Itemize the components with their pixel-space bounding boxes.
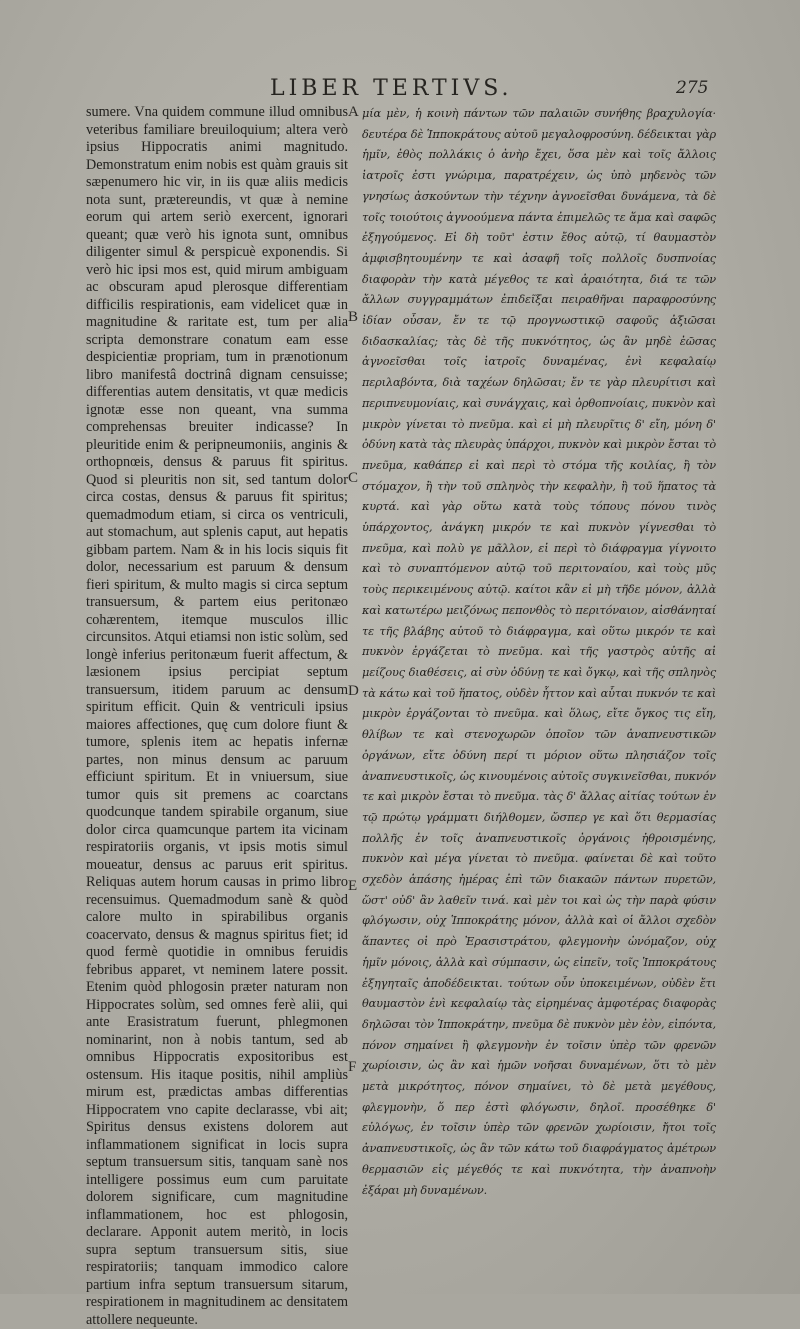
- margin-letter-b: B: [348, 309, 359, 325]
- latin-text-column: [86, 104, 348, 1329]
- margin-letter-e: E: [348, 878, 358, 894]
- margin-letter-c: C: [348, 470, 359, 486]
- margin-letter-f: F: [348, 1059, 357, 1075]
- running-title: LIBER TERTIVS.: [270, 76, 513, 101]
- margin-letter-a: A: [348, 104, 359, 120]
- running-header: [0, 72, 800, 108]
- page-number: 275: [676, 78, 709, 98]
- greek-paragraph: μία μὲν, ἡ κοινὴ πάντων τῶν παλαιῶν συνήθης βραχυλογία· δευτέρα δὲ Ἱπποκράτους αὐτοῦ μεγαλοφροσύνη. δέδεικται γὰρ ἡμῖν, ἐθὸς πολλάκις ὁ ἀνὴρ ἔχει, ὅσα μὲν καὶ τοῖς ἄλλοις ἰατροῖς ἐστι γνώριμα, παρατρέχειν, ὡς ὑπὸ μηδενὸς τῶν γνησίως ἀσκούντων τὴν τέχνην ἀγνοεῖσθαι δυνάμενα, τὰ δὲ τοῖς τοιούτοις ἀγνοούμενα πάντα ἐπιμελῶς τε ἅμα καὶ σαφῶς ἐξηγούμενος. Εἰ δὴ τοῦτ' ἐστιν ἔθος αὐτῷ, τί θαυμαστὸν ἀμφισβητουμένην τε καὶ ἀσαφῆ τοῖς πολλοῖς δυσπνοίας διαφορὰν τὴν κατὰ μέγεθος τε καὶ ἀραιότητα, διά τε τῶν ἄλλων συγγραμμάτων ἐπιδεῖξαι πειραθῆναι παραφροσύνης ἰδίαν οὖσαν, ἔν τε τῷ προγνωστικῷ σαφοῦς ἀξιῶσαι διδασκαλίας; τὰς δὲ τῆς πυκνότητος, ὡς ἂν μηδὲ ἐῶσας ἀγνοεῖσθαι τοῖς ἰατροῖς δυναμένας, ἐνὶ κεφαλαίῳ περιλαβόντα, διὰ ταχέων δηλῶσαι; ἔν τε γὰρ πλευρίτισι καὶ περιπνευμονίαις, καὶ συνάγχαις, καὶ ὀρθοπνοίαις, πυκνὸν καὶ μικρὸν γίνεται τὸ πνεῦμα. καὶ εἰ μὴ πλευρῖτις δ' εἴη, μόνη δ' ὀδύνη κατὰ τὰς πλευρὰς ὑπάρχοι, πυκνὸν καὶ μικρὸν ἔσται τὸ πνεῦμα, καθάπερ εἰ καὶ περὶ τὸ στόμα τῆς κοιλίας, ἢ τὸν στόμαχον, ἢ τὴν τοῦ σπληνὸς τὴν κεφαλὴν, ἢ τοῦ ἥπατος τὰ κυρτά. καὶ γὰρ οὕτω κατὰ τοὺς τόπους πόνου τινὸς ὑπάρχοντος, ἀνάγκη μικρόν τε καὶ πυκνὸν γίγνεσθαι τὸ πνεῦμα, καὶ πολὺ γε μᾶλλον, εἰ περὶ τὸ διάφραγμα γίγνοιτο καὶ τὸ συναπτόμενον αὐτῷ τοῦ περιτοναίου, καὶ τοὺς μῦς τοὺς περικειμένους αὐτῷ. καίτοι κἂν εἰ μὴ τῆδε μόνον, ἀλλὰ καὶ κατωτέρω μειζόνως πεπονθὸς τὸ περιτόναιον, αἰσθάνηταί τε τῆς βλάβης αὐτοῦ τὸ διάφραγμα, καὶ οὕτω μικρόν τε καὶ πυκνὸν ἐργάζεται τὸ πνεῦμα. καὶ τῆς γαστρὸς αὐτῆς αἱ μείζους διαθέσεις, αἱ σὺν ὀδύνῃ τε καὶ ὄγκῳ, καὶ τῆς σπληνὸς τὰ κάτω καὶ τοῦ ἥπατος, οὐδὲν ἧττον καὶ αὗται πυκνόν τε καὶ μικρὸν ἐργάζονται τὸ πνεῦμα. καὶ ὅλως, εἴτε ὄγκος τις εἴη, θλίβων τε καὶ στενοχωρῶν ὁποῖον τῶν ἀναπνευστικῶν ὀργάνων, εἴτε ὀδύνη περί τι μόριον οὕτω πλησιάζον τοῖς ἀναπνευστικοῖς, ὡς κινουμένοις αὐτοῖς συγκινεῖσθαι, πυκνόν τε καὶ μικρὸν ἔσται τὸ πνεῦμα. τὰς δ' ἄλλας αἰτίας τούτων ἐν τῷ πρώτῳ γράμματι διήλθομεν, ὥσπερ γε καὶ ὅτι θερμασίας πολλῆς ἐν τοῖς ἀναπνευστικοῖς ὀργάνοις ἠθροισμένης, πυκνὸν καὶ μέγα γίνεται τὸ πνεῦμα. φαίνεται δὲ καὶ τοῦτο σχεδὸν ἁπάσης ἡμέρας ἐπὶ τῶν διακαῶν πάντων πυρετῶν, ὥστ' οὐδ' ἂν λαθεῖν τινά. καὶ μὲν τοι καὶ ὡς τὴν παρὰ φύσιν φλόγωσιν, οὐχ Ἱπποκράτης μόνον, ἀλλὰ καὶ οἱ ἄλλοι σχεδὸν ἅπαντες οἱ πρὸ Ἐρασιστράτου, φλεγμονὴν ὠνόμαζον, οὐχ ἡμῖν μόνοις, ἀλλὰ καὶ σύμπασιν, ὡς εἰπεῖν, τοῖς Ἱπποκράτους ἐξηγηταῖς ἀποδέδεικται. τούτων οὖν ὑποκειμένων, οὐδὲν ἔτι θαυμαστὸν ἐνὶ κεφαλαίῳ τὰς εἰρημένας ἀμφοτέρας διαφορὰς δηλῶσαι τὸν Ἱπποκράτην, πνεῦμα δὲ πυκνὸν μὲν ἐὸν, εἰπόντα, πόνον σημαίνει ἢ φλεγμονὴν ἐν τοῖσιν ὑπὲρ τῶν φρενῶν χωρίοισιν, ὡς ἂν καὶ ἡμῶν νοῆσαι δυναμένων, ὅτι τὸ μὲν μετὰ μικρότητος, πόνον σημαίνει, τὸ δὲ μετὰ μεγέθους, φλεγμονὴν, ὅ περ ἐστὶ φλόγωσιν, δηλοῖ. προσέθηκε δ' εὐλόγως, ἐν τοῖσιν ὑπὲρ τῶν φρενῶν χωρίοισιν, ἤτοι τοῖς ἀναπνευστικοῖς, ὡς ἂν τῶν κάτω τοῦ διαφράγματος ἀμέτρων θερμασιῶν εἰς μέγεθός τε καὶ πυκνότητα, τὴν ἀναπνοὴν ἐξάραι μὴ δυναμένων.: [362, 107, 716, 1197]
- margin-letter-d: D: [348, 683, 359, 699]
- latin-paragraph: sumere. Vna quidem commune illud omnibus veteribus familiare breuiloquium; altera verò ipsius Hippocratis animi magnitudo. Demonstratum enim nobis est quàm grauis sit sæpenumero hic vir, in iis quæ aliis medicis nota sunt, prætereundis, vt quæ à nemine eorum qui artem seriò exercent, ignorari queant; quæ verò his ignota sunt, omnibus diligenter simul & perspicuè exponendis. Si verò hic ipsi mos est, quid mirum ambiguam ac obscuram apud plerosque differentiam difficilis respirationis, eam videlicet quæ in magnitudine & raritate est, tum per alia scripta demonstrare conatum eam esse despicientiæ propriam, tum in prænotionum libro manifestâ doctrinâ dignam censuisse; differentias autem densitatis, vt quæ medicis ignotæ esse non queant, vna summa comprehensas breuiter indicasse? In pleuritide enim & peripneumoniis, anginis & orthopnœis, densus & paruus fit spiritus. Quod si pleuritis non sit, sed tantum dolor circa costas, densus & paruus fit spiritus; quemadmodum etiam, si circa os ventriculi, aut stomachum, aut splenis caput, aut hepatis gibbam partem. Nam & in his locis siquis fit dolor, necessarium est paruum & densum fieri spiritum, & multo magis si circa septum transuersum, & partem eius peritonæo cohærentem, itemque musculos illic circunsitos. Atqui etiamsi non istic solùm, sed longè inferius peritonæum fuerit affectum, & læsionem ipsius percipiat septum transuersum, itidem paruum ac densum spiritum efficit. Quin & ventriculi ipsius maiores affectiones, quę cum dolore fiunt & tumore, splenis item ac hepatis infernæ partes, non minus densum ac paruum efficiunt spiritum. Et in vniuersum, siue tumor quis sit premens ac coarctans quodcunque tandem spirabile organum, siue dolor circa quamcunque partem ita vicinam respiratoriis organis, vt ipsis motis simul moueatur, densus ac paruus erit spiritus. Reliquas autem horum causas in primo libro recensuimus. Quemadmodum sanè & quòd calore multo in spirabilibus organis coacervato, densus & magnus spiritus fiet; id quod fermè quotidie in omnibus feruidis febribus apparet, vt neminem latere possit. Etenim quòd phlogosin præter naturam non Hippocrates solùm, sed omnes ferè alii, qui ante Erasistratum fuerunt, phlegmonen nominarint, non à nobis tantum, sed ab omnibus Hippocratis expositoribus est ostensum. His itaque positis, nihil ampliùs mirum est, prædictas ambas differentias Hippocratem vno capite declarasse, vbi ait; Spiritus densus existens dolorem aut inflammationem significat in locis supra septum transuersum sitis, tanquam sanè nos intelligere possimus eum cum paruitate dolorem significare, cum magnitudine inflammationem, hoc est phlogosin, declarare. Apponit autem meritò, in locis supra septum transuersum sitis, siue respiratoriis; tanquam immodico calore partium infra septum transuersum sitarum, respirationem in magnitudinem ac densitatem attollere nequeunte.: [86, 104, 348, 1328]
- greek-text-column: [362, 104, 716, 1201]
